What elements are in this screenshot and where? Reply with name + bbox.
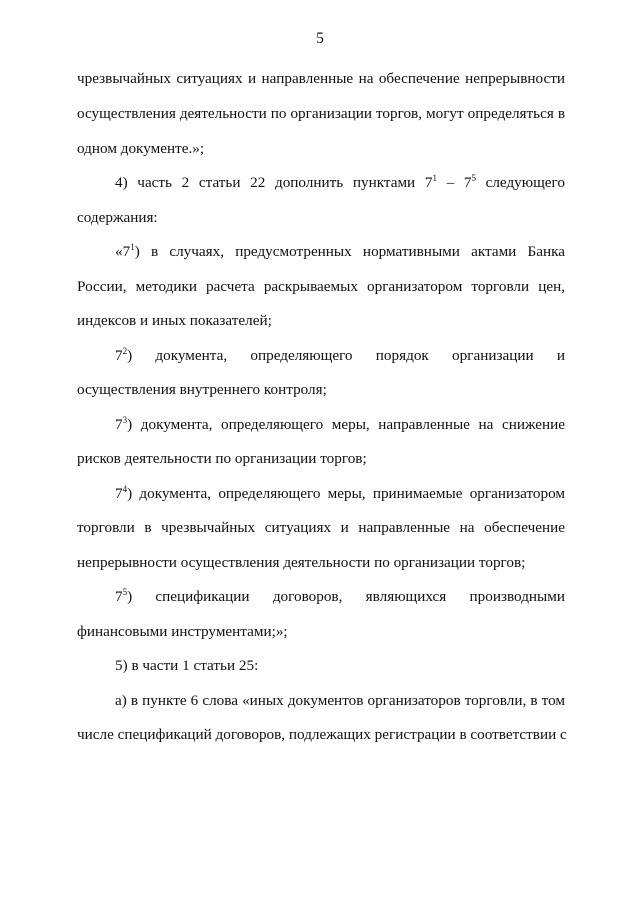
text-line: а) в пункте 6 слова «иных документов организаторов торговли, в том [115,692,565,709]
text-line: торговли в чрезвычайных ситуациях и направленные на обеспечение [77,519,565,536]
text-line: $7^4$) документа, определяющего меры, принимаемые организатором [115,484,565,502]
text-line: рисков деятельности по организации торгов; [77,450,367,467]
text-line: непрерывности осуществления деятельности по организации торгов; [77,554,526,571]
text-line: содержания: [77,209,158,226]
text-line: $7^2$) документа, определяющего порядок организации и [115,346,565,364]
text-line: 5) в части 1 статьи 25: [115,657,259,674]
text-line: России, методики расчета раскрываемых организатором торговли цен, [77,278,565,295]
text-line: осуществления внутреннего контроля; [77,381,327,398]
text-line: 4) часть 2 статьи 22 дополнить пунктами $7^1 - 7^5$ следующего [115,173,565,191]
text-line: «$7^1$) в случаях, предусмотренных нормативными актами Банка [115,242,565,260]
text-line: $7^5$) спецификации договоров, являющихся производными [115,587,565,605]
text-line: чрезвычайных ситуациях и направленные на обеспечение непрерывности [77,70,565,87]
text-line: числе спецификаций договоров, подлежащих регистрации в соответствии с [77,726,567,743]
text-line: одном документе.»; [77,140,205,157]
page-number: 5 [316,30,324,47]
text-line: $7^3$) документа, определяющего меры, направленные на снижение [115,415,565,433]
text-line: индексов и иных показателей; [77,312,272,329]
text-line: финансовыми инструментами;»; [77,623,288,640]
text-line: осуществления деятельности по организации торгов, могут определяться в [77,105,565,122]
